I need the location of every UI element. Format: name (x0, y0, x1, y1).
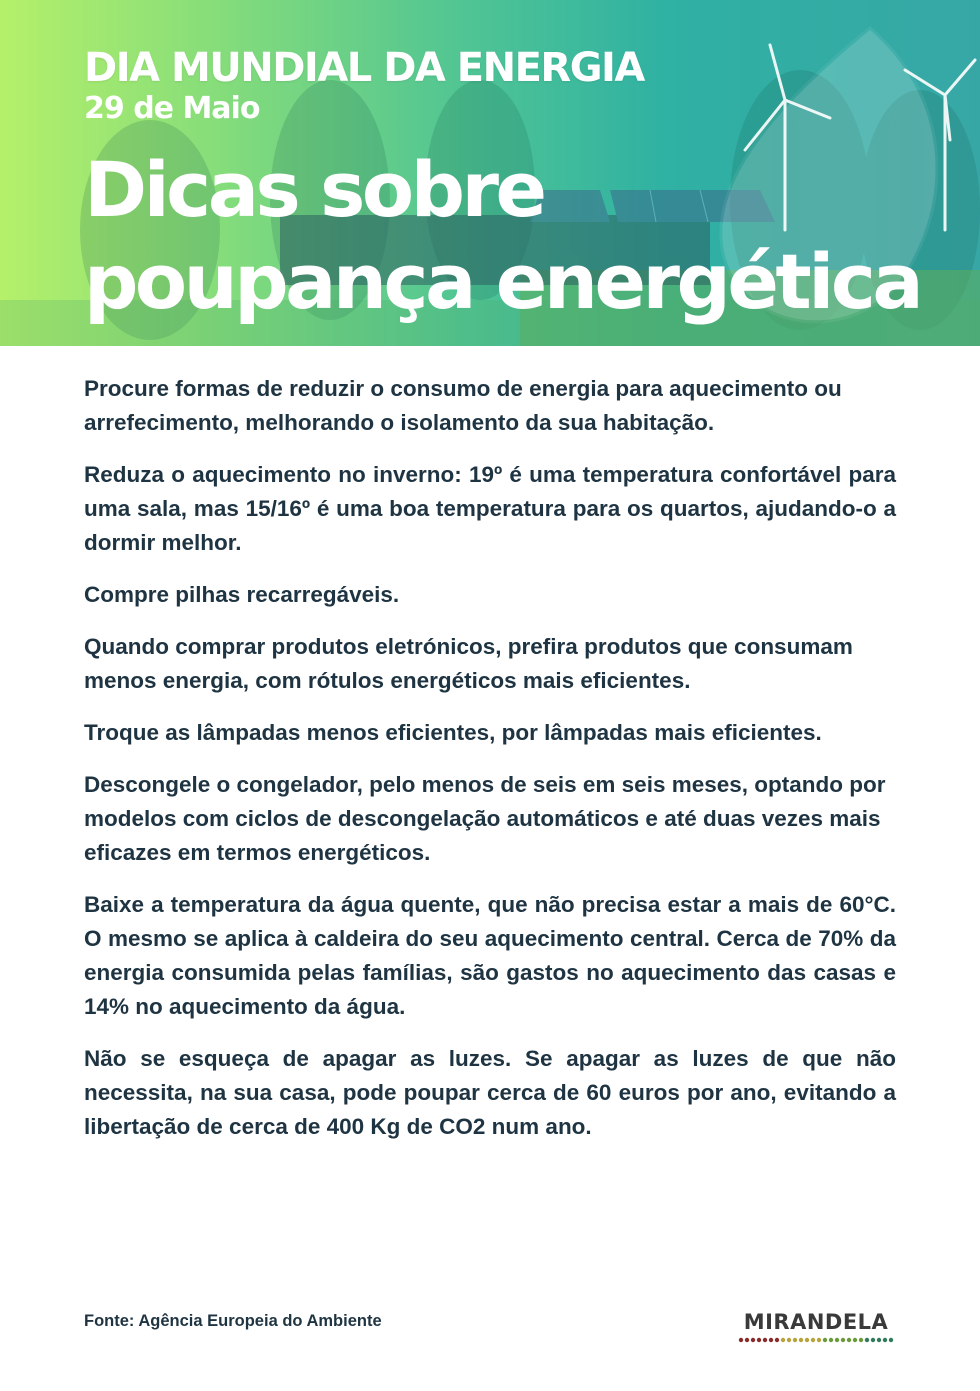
logo-dot (775, 1338, 779, 1342)
logo-dot (739, 1338, 743, 1342)
logo-dot (769, 1338, 773, 1342)
logo-dot (883, 1338, 887, 1342)
headline-line-1: Dicas sobre (84, 145, 544, 234)
logo-dot (853, 1338, 857, 1342)
logo-dot (889, 1338, 893, 1342)
source-note: Fonte: Agência Europeia do Ambiente (84, 1312, 382, 1330)
footer (84, 1310, 896, 1350)
event-date: 29 de Maio (84, 91, 260, 126)
logo-dot (877, 1338, 881, 1342)
logo-dot (793, 1338, 797, 1342)
tip-insulation: Procure formas de reduzir o consumo de energia para aquecimento ou arrefecimento, melhorando o isolamento da sua habitação. (84, 376, 842, 435)
tip-heating-temperature: Reduza o aquecimento no inverno: 19º é uma temperatura confortável para uma sala, mas 15/16º é uma boa temperatura para os quartos, ajudando-o a dormir melhor. (84, 462, 896, 555)
logo-dot (847, 1338, 851, 1342)
logo-dot (865, 1338, 869, 1342)
logo-wordmark: MIRANDELA (743, 1310, 889, 1334)
mirandela-logo (736, 1310, 896, 1344)
logo-dot (745, 1338, 749, 1342)
logo-dot (811, 1338, 815, 1342)
logo-dot (835, 1338, 839, 1342)
logo-dot (781, 1338, 785, 1342)
tip-efficient-electronics: Quando comprar produtos eletrónicos, prefira produtos que consumam menos energia, com rótulos energéticos mais eficientes. (84, 634, 853, 693)
banner-text (84, 44, 920, 328)
logo-dot (841, 1338, 845, 1342)
logo-dot (757, 1338, 761, 1342)
event-title: DIA MUNDIAL DA ENERGIA (84, 45, 644, 91)
logo-dot (805, 1338, 809, 1342)
logo-dot (817, 1338, 821, 1342)
logo-dot (751, 1338, 755, 1342)
logo-dot (829, 1338, 833, 1342)
logo-dots-icon (738, 1336, 894, 1344)
tips-list (84, 372, 896, 1162)
tip-defrost-freezer: Descongele o congelador, pelo menos de seis em seis meses, optando por modelos com ciclos de descongelação automáticos e até duas vezes mais eficazes em termos energéticos. (84, 772, 886, 865)
headline (84, 144, 920, 328)
tip-turn-off-lights: Não se esqueça de apagar as luzes. Se apagar as luzes de que não necessita, na sua casa, pode poupar cerca de 60 euros por ano, evitando a libertação de cerca de 400 Kg de CO2 num ano. (84, 1046, 896, 1139)
logo-dot (787, 1338, 791, 1342)
tip-rechargeable-batteries: Compre pilhas recarregáveis. (84, 582, 400, 607)
logo-dot (763, 1338, 767, 1342)
tip-efficient-lamps: Troque as lâmpadas menos eficientes, por lâmpadas mais eficientes. (84, 720, 822, 745)
header-banner (0, 0, 980, 346)
logo-dot (823, 1338, 827, 1342)
tip-hot-water: Baixe a temperatura da água quente, que não precisa estar a mais de 60°C. O mesmo se aplica à caldeira do seu aquecimento central. Cerca de 70% da energia consumida pelas famílias, são gastos no aquecimento das casas e 14% no aquecimento da água. (84, 892, 896, 1019)
logo-dot (871, 1338, 875, 1342)
logo-dot (859, 1338, 863, 1342)
logo-dot (799, 1338, 803, 1342)
headline-line-2: poupança energética (84, 237, 921, 326)
